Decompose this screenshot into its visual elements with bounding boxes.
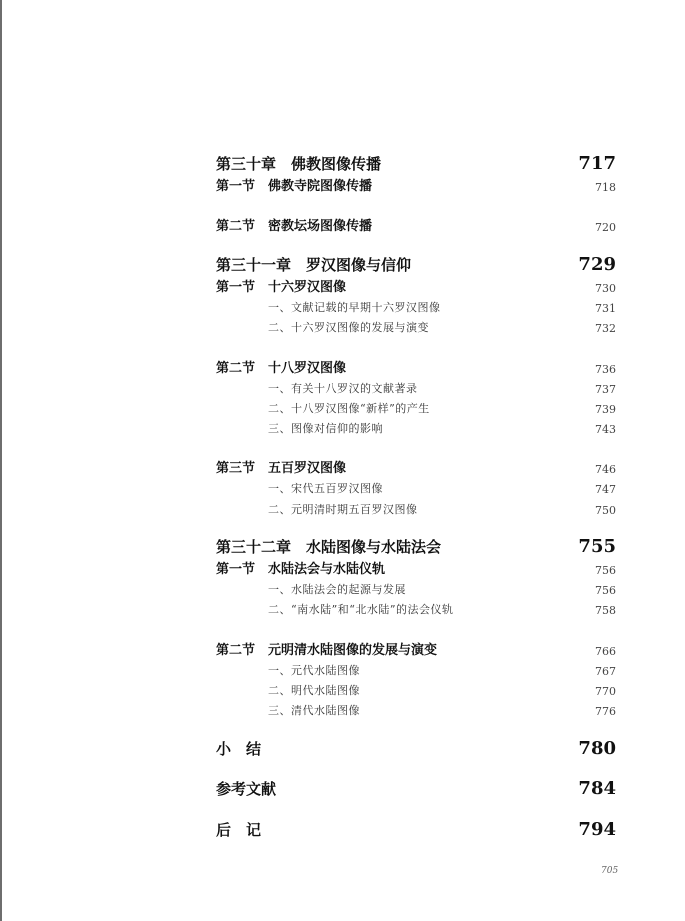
toc-entry-page-number: 756 (595, 584, 616, 597)
toc-entry-title: 第二节 密教坛场图像传播 (216, 219, 373, 234)
toc-entry-title: 第三十一章 罗汉图像与信仰 (216, 256, 412, 274)
toc-entry-page-number: 776 (595, 705, 616, 718)
toc-entry-title: 三、图像对信仰的影响 (268, 422, 383, 435)
toc-entry-page-number: 766 (595, 645, 616, 658)
toc-section-entry (216, 557, 616, 579)
toc-chapter-entry (216, 154, 616, 176)
toc-entry-page-number: 737 (595, 383, 616, 396)
toc-section-entry (216, 356, 616, 378)
toc-entry-title: 参考文献 (216, 780, 277, 798)
toc-entry-page-number: 718 (595, 181, 616, 194)
toc-section-entry (216, 275, 616, 297)
toc-entry-page-number: 756 (595, 564, 616, 577)
toc-entry-title: 第三节 五百罗汉图像 (216, 461, 347, 476)
toc-entry-page-number: 730 (595, 282, 616, 295)
toc-entry-page-number: 739 (595, 403, 616, 416)
toc-entry-title: 第二节 十八罗汉图像 (216, 361, 347, 376)
toc-entry-title: 二、十六罗汉图像的发展与演变 (268, 321, 429, 334)
toc-entry-page-number: 729 (578, 254, 616, 275)
toc-item-entry (216, 396, 616, 418)
toc-chapter-entry (216, 820, 616, 842)
toc-item-entry (216, 597, 616, 619)
toc-entry-page-number: 758 (595, 604, 616, 617)
toc-entry-page-number: 720 (595, 221, 616, 234)
page-number: 705 (601, 866, 619, 876)
toc-item-entry (216, 577, 616, 599)
toc-entry-title: 三、清代水陆图像 (268, 704, 360, 717)
toc-entry-page-number: 743 (595, 423, 616, 436)
toc-entry-title: 一、宋代五百罗汉图像 (268, 482, 383, 495)
toc-entry-page-number: 770 (595, 685, 616, 698)
toc-section-entry (216, 174, 616, 196)
toc-chapter-entry (216, 255, 616, 277)
toc-entry-title: 后 记 (216, 821, 262, 839)
toc-entry-page-number: 767 (595, 665, 616, 678)
toc-section-entry (216, 638, 616, 660)
toc-item-entry (216, 295, 616, 317)
toc-entry-page-number: 731 (595, 302, 616, 315)
toc-entry-page-number: 780 (578, 738, 616, 759)
toc-entry-title: 二、“南水陆”和“北水陆”的法会仪轨 (268, 603, 454, 616)
toc-entry-title: 二、元明清时期五百罗汉图像 (268, 503, 418, 516)
toc-item-entry (216, 416, 616, 438)
toc-item-entry (216, 497, 616, 519)
toc-item-entry (216, 678, 616, 700)
toc-entry-title: 第一节 水陆法会与水陆仪轨 (216, 562, 386, 577)
toc-section-entry (216, 214, 616, 236)
toc-entry-page-number: 732 (595, 322, 616, 335)
toc-entry-page-number: 717 (578, 153, 616, 174)
toc-item-entry (216, 376, 616, 398)
toc-entry-title: 二、明代水陆图像 (268, 684, 360, 697)
toc-entry-title: 第三十二章 水陆图像与水陆法会 (216, 538, 442, 556)
toc-entry-title: 一、水陆法会的起源与发展 (268, 583, 406, 596)
toc-entry-title: 一、元代水陆图像 (268, 664, 360, 677)
toc-entry-title: 第三十章 佛教图像传播 (216, 155, 382, 173)
toc-entry-title: 第一节 十六罗汉图像 (216, 280, 347, 295)
toc-entry-page-number: 755 (578, 536, 616, 557)
toc-item-entry (216, 476, 616, 498)
toc-item-entry (216, 698, 616, 720)
toc-chapter-entry (216, 739, 616, 761)
toc-item-entry (216, 315, 616, 337)
toc-chapter-entry (216, 779, 616, 801)
toc-chapter-entry (216, 537, 616, 559)
toc-entry-page-number: 794 (578, 819, 616, 840)
toc-section-entry (216, 456, 616, 478)
toc-entry-page-number: 736 (595, 363, 616, 376)
toc-entry-title: 二、十八罗汉图像“新样”的产生 (268, 402, 430, 415)
toc-entry-title: 第一节 佛教寺院图像传播 (216, 179, 373, 194)
toc-entry-title: 一、文献记载的早期十六罗汉图像 (268, 301, 441, 314)
toc-entry-page-number: 784 (578, 778, 616, 799)
toc-entry-title: 第二节 元明清水陆图像的发展与演变 (216, 643, 438, 658)
toc-entry-title: 小 结 (216, 740, 262, 758)
toc-entry-page-number: 747 (595, 483, 616, 496)
toc-item-entry (216, 658, 616, 680)
toc-entry-title: 一、有关十八罗汉的文献著录 (268, 382, 418, 395)
toc-entry-page-number: 746 (595, 463, 616, 476)
toc-entry-page-number: 750 (595, 504, 616, 517)
